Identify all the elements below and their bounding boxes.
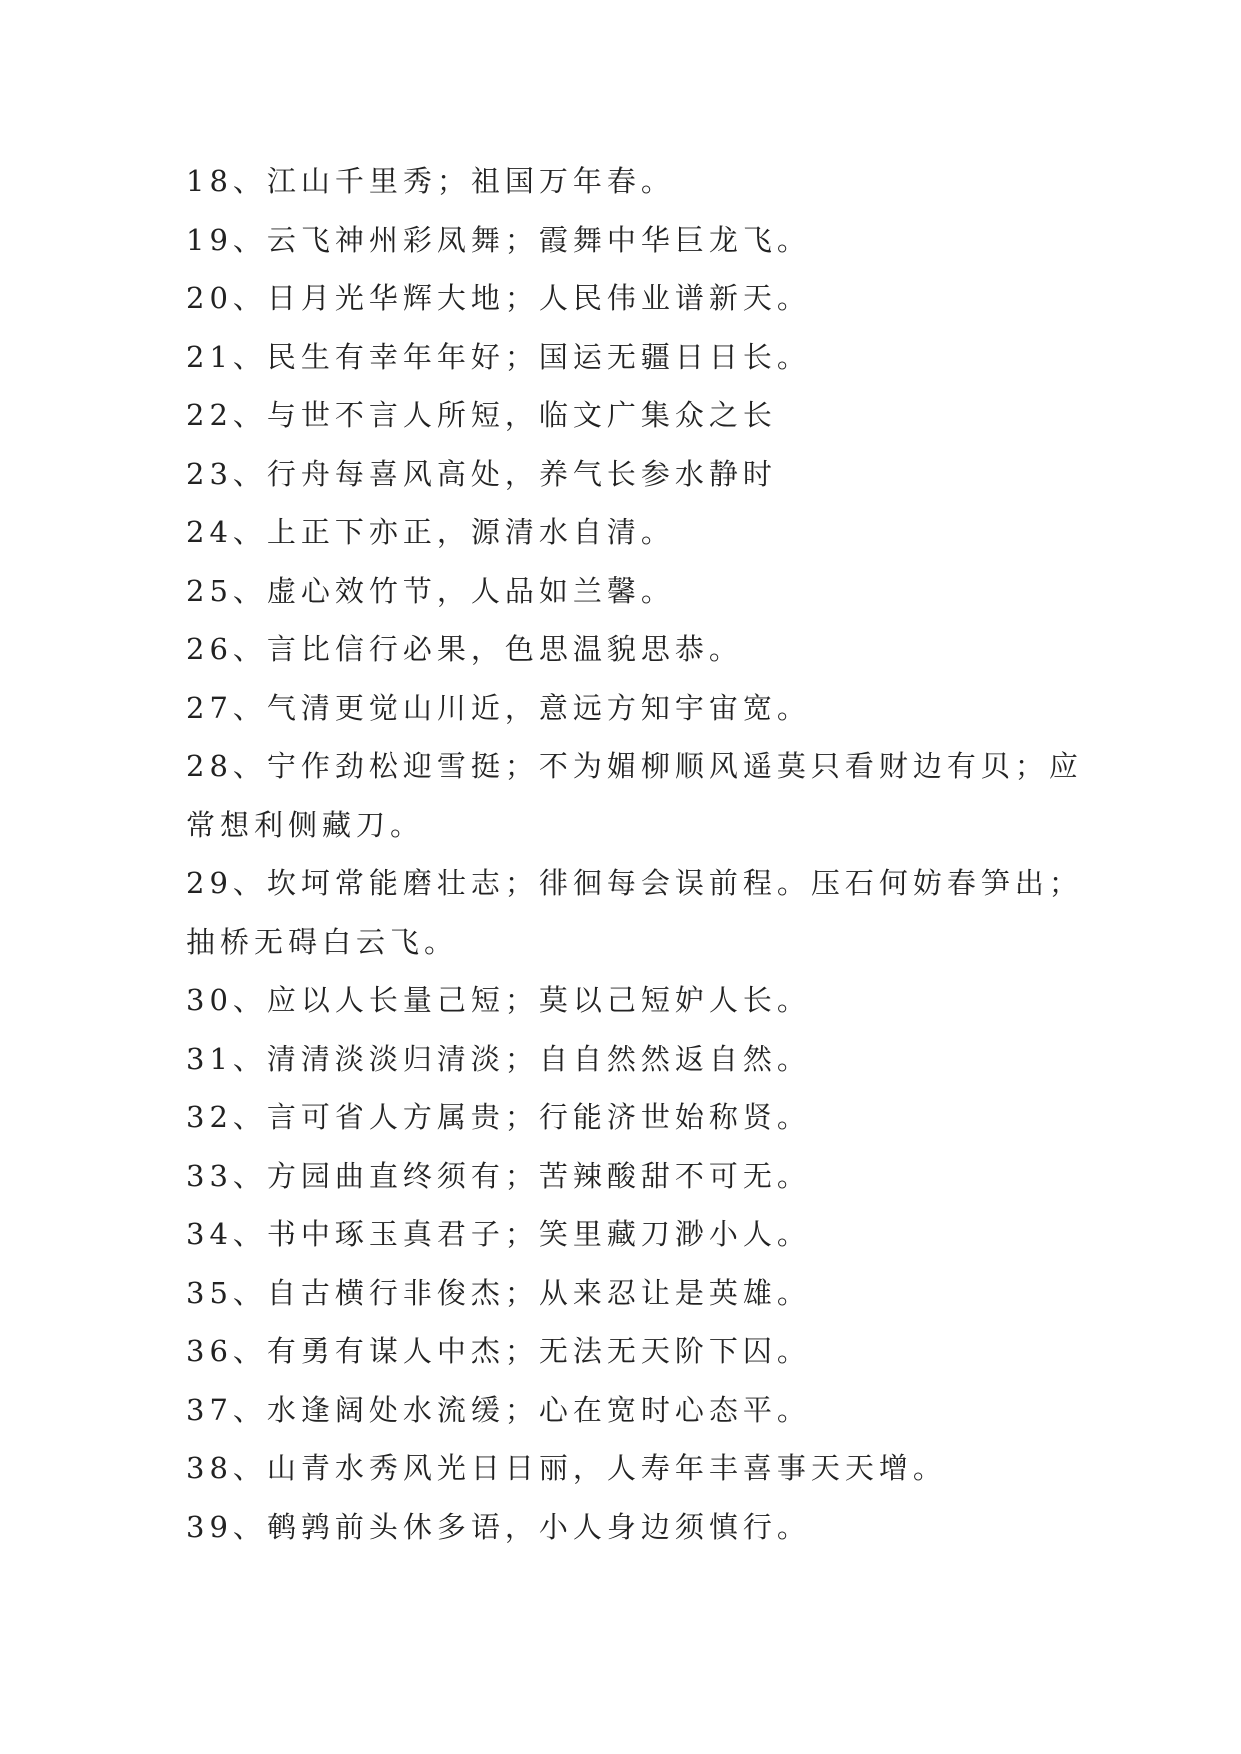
couplet-31: 31、清清淡淡归清淡；自自然然返自然。 <box>186 1041 811 1076</box>
couplet-38: 38、山青水秀风光日日丽，人寿年丰喜事天天增。 <box>186 1451 947 1485</box>
couplet-32: 32、言可省人方属贵；行能济世始称贤。 <box>186 1100 811 1134</box>
couplet-35: 35、自古横行非俊杰；从来忍让是英雄。 <box>186 1275 811 1310</box>
couplet-29: 29、坎坷常能磨壮志；徘徊每会误前程。压石何妨春笋出； <box>186 866 1083 900</box>
couplet-33: 33、方园曲直终须有；苦辣酸甜不可无。 <box>186 1158 811 1193</box>
couplet-20: 20、日月光华辉大地；人民伟业谱新天。 <box>186 281 811 315</box>
couplet-28: 28、宁作劲松迎雪挺；不为媚柳顺风遥莫只看财边有贝；应 <box>186 749 1083 783</box>
couplet-19: 19、云飞神州彩凤舞；霞舞中华巨龙飞。 <box>186 222 811 257</box>
couplet-list <box>186 152 1083 1556</box>
couplet-37: 37、水逢阔处水流缓；心在宽时心态平。 <box>186 1392 811 1427</box>
couplet-25: 25、虚心效竹节，人品如兰馨。 <box>186 573 675 608</box>
couplet-23: 23、行舟每喜风高处，养气长参水静时 <box>186 456 777 491</box>
couplet-24: 24、上正下亦正，源清水自清。 <box>186 515 675 549</box>
couplet-26: 26、言比信行必果，色思温貌思恭。 <box>186 632 743 666</box>
couplet-30: 30、应以人长量己短；莫以己短妒人长。 <box>186 983 811 1017</box>
couplet-39: 39、鹌鹑前头休多语，小人身边须慎行。 <box>186 1509 811 1544</box>
couplet-34: 34、书中琢玉真君子；笑里藏刀渺小人。 <box>186 1217 811 1251</box>
couplet-22: 22、与世不言人所短，临文广集众之长 <box>186 398 777 432</box>
couplet-21: 21、民生有幸年年好；国运无疆日日长。 <box>186 339 811 374</box>
couplet-28-continuation: 常想利侧藏刀。 <box>186 807 425 842</box>
couplet-18: 18、江山千里秀；祖国万年春。 <box>186 164 675 198</box>
couplet-36: 36、有勇有谋人中杰；无法无天阶下囚。 <box>186 1334 811 1368</box>
couplet-27: 27、气清更觉山川近，意远方知宇宙宽。 <box>186 690 811 725</box>
couplet-29-continuation: 抽桥无碍白云飞。 <box>186 924 459 959</box>
